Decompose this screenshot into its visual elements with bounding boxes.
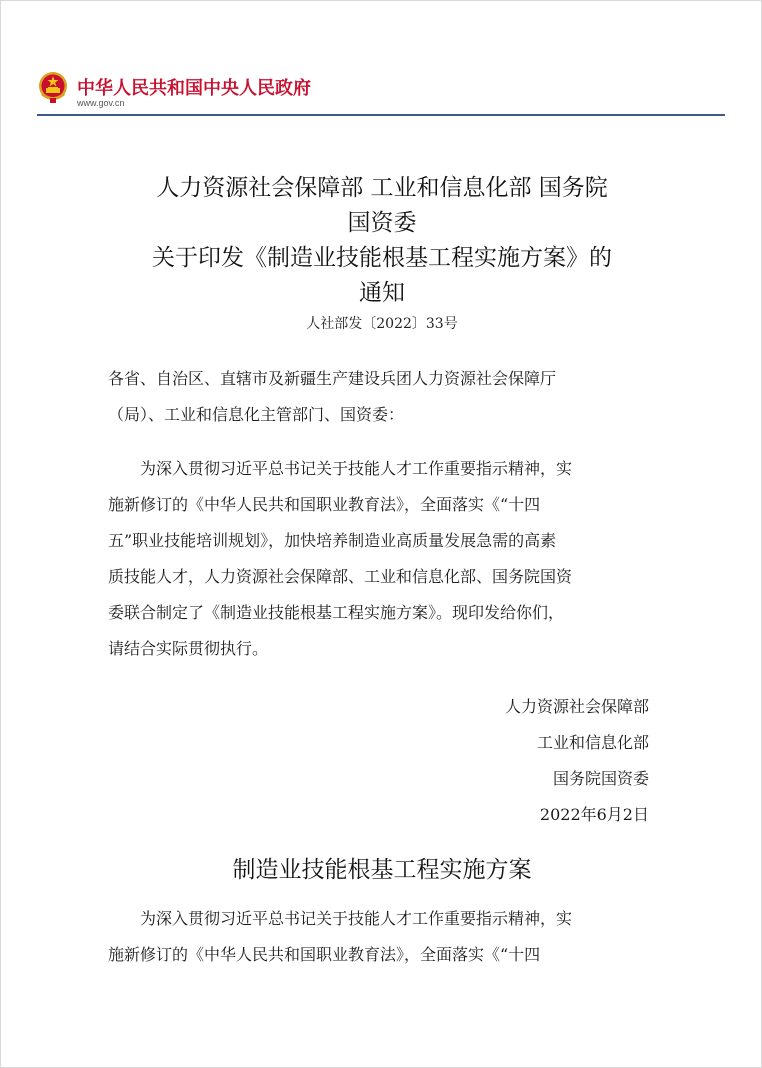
addressee-paragraph (108, 361, 658, 433)
text-line: （局）、工业和信息化主管部门、国资委： (108, 405, 405, 424)
document-title (101, 171, 663, 311)
signature-org: 国务院国资委 (552, 769, 649, 788)
signature-block (505, 689, 649, 833)
signature-date: 2022年6月2日 (539, 805, 649, 824)
signature-org: 工业和信息化部 (536, 733, 649, 752)
text-line: 质技能人才，人力资源社会保障部、工业和信息化部、国务院国资 (108, 567, 573, 586)
signature-org: 人力资源社会保障部 (504, 697, 649, 716)
intro-paragraph (108, 451, 658, 667)
document-number: 人社部发〔2022〕33号 (306, 316, 458, 332)
text-line: 各省、自治区、直辖市及新疆生产建设兵团人力资源社会保障厅 (108, 369, 557, 388)
section-paragraph (108, 901, 658, 973)
title-line: 国资委 (347, 210, 417, 236)
text-line: 施新修订的《中华人民共和国职业教育法》，全面落实《“十四 (108, 495, 541, 514)
national-emblem-icon (37, 71, 69, 105)
section-title: 制造业技能根基工程实施方案 (232, 857, 532, 883)
header-divider (37, 114, 725, 116)
text-line: 为深入贯彻习近平总书记关于技能人才工作重要指示精神，实 (140, 909, 573, 928)
site-name[interactable]: 中华人民共和国中央人民政府 (77, 78, 311, 99)
title-line: 关于印发《制造业技能根基工程实施方案》的 (152, 245, 612, 271)
site-url[interactable]: www.gov.cn (77, 98, 125, 108)
text-line: 五”职业技能培训规划》，加快培养制造业高质量发展急需的高素 (108, 531, 557, 550)
title-line: 人力资源社会保障部 工业和信息化部 国务院 (156, 175, 608, 201)
text-line: 委联合制定了《制造业技能根基工程实施方案》。现印发给你们， (108, 603, 565, 622)
site-header (37, 71, 725, 115)
text-line: 为深入贯彻习近平总书记关于技能人才工作重要指示精神，实 (140, 459, 573, 478)
text-line: 施新修订的《中华人民共和国职业教育法》，全面落实《“十四 (108, 945, 541, 964)
text-line: 请结合实际贯彻执行。 (108, 639, 269, 658)
title-line: 通知 (359, 280, 405, 306)
